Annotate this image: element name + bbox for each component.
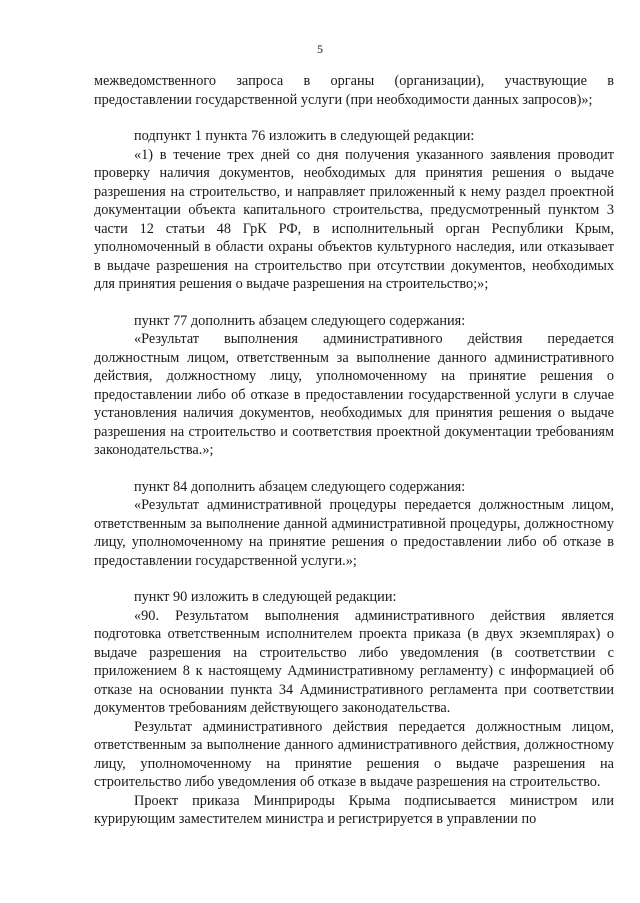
paragraph-amend-77-heading: пункт 77 дополнить абзацем следующего содержания: [134, 312, 466, 329]
paragraph-amend-76-text: «1) в течение трех дней со дня получения указанного заявления проводит проверку наличия документов, необходимых для принятия решения о выдаче разрешения на строительство, и направляет приложенный к нему раздел проектной документации объекта капитального строительства, предусмотренный пунктом 3 части 12 статьи 48 ГрК РФ, в исполнительный орган Республики Крым, уполномоченный в области охраны объектов культурного наследия, или отказывает в выдаче разрешения на строительство при отсутствии документов, необходимых для принятия решения о выдаче разрешения на строительство;»; [94, 146, 614, 292]
page-number: 5 [317, 42, 323, 56]
paragraph-amend-76-heading: подпункт 1 пункта 76 изложить в следующей редакции: [134, 128, 475, 144]
paragraph-amend-77-text: «Результат выполнения административного действия передается должностным лицом, ответственным за выполнение данного административного действия, должностному лицу, уполномоченному на принятие решения о предоставлении либо об отказе в предоставлении государственной услуги в случае установления наличия документов, необходимых для принятия решения о выдаче разрешения на строительство и соответствия проектной документации требованиям законодательства.»; [94, 331, 614, 458]
document-body [94, 72, 614, 829]
paragraph-amend-84-heading: пункт 84 дополнить абзацем следующего содержания: [134, 478, 466, 495]
paragraph-order-signing: Проект приказа Минприроды Крыма подписывается министром или курирующим заместителем министра и регистрируется в управлении по [94, 792, 614, 827]
paragraph-interagency-request-end: межведомственного запроса в органы (организации), участвующие в предоставлении государственной услуги (при необходимости данных запросов)»; [94, 73, 614, 108]
paragraph-result-transfer: Результат административного действия передается должностным лицом, ответственным за выполнение данного административного действия, должностному лицу, уполномоченному на принятие решения о выдаче разрешения на строительство либо уведомления об отказе в выдаче разрешения на строительство. [94, 718, 614, 790]
paragraph-amend-90-heading: пункт 90 изложить в следующей редакции: [134, 589, 397, 605]
paragraph-amend-84-text: «Результат административной процедуры передается должностным лицом, ответственным за выполнение данной административной процедуры, должностному лицу, уполномоченному на принятие решения о предоставлении либо об отказе в предоставлении государственной услуги.»; [94, 497, 614, 569]
paragraph-amend-90-text: «90. Результатом выполнения административного действия является подготовка ответственным исполнителем проекта приказа (в двух экземплярах) о выдаче разрешения на строительство либо уведомления (в соответствии с приложением 8 к настоящему Административному регламенту) с информацией об отказе на основании пункта 34 Административного регламента при соответствии документов требованиям действующего законодательства. [94, 607, 614, 716]
